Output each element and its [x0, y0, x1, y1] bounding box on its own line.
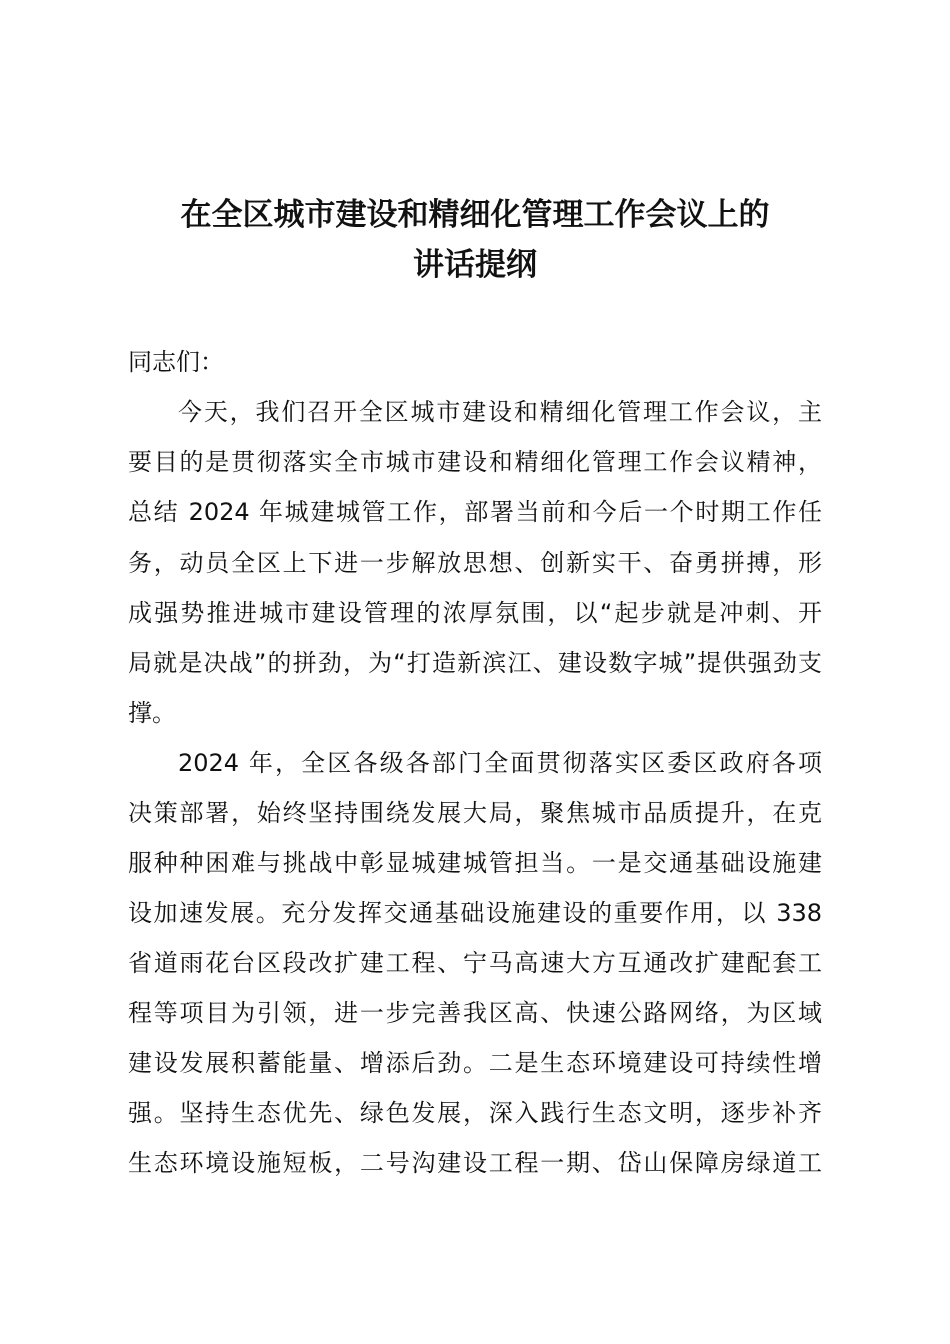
paragraph-line: 要目的是贯彻落实全市城市建设和精细化管理工作会议精神，: [128, 448, 822, 476]
paragraph-line: 局就是决战”的拼劲，为“打造新滨江、建设数字城”提供强劲支: [128, 649, 822, 677]
paragraph-line: 务，动员全区上下进一步解放思想、创新实干、奋勇拼搏，形: [128, 549, 822, 577]
paragraph-line: 设加速发展。充分发挥交通基础设施建设的重要作用，以 338: [128, 899, 822, 927]
paragraph-line: 生态环境设施短板，二号沟建设工程一期、岱山保障房绿道工: [128, 1149, 822, 1177]
paragraph-line: 程等项目为引领，进一步完善我区高、快速公路网络，为区域: [128, 999, 822, 1027]
paragraph-line: 今天，我们召开全区城市建设和精细化管理工作会议，主: [178, 398, 822, 426]
paragraph-line: 决策部署，始终坚持围绕发展大局，聚焦城市品质提升，在克: [128, 799, 822, 827]
salutation: 同志们：: [128, 348, 224, 376]
paragraph-line: 总结 2024 年城建城管工作，部署当前和今后一个时期工作任: [128, 498, 822, 526]
paragraph-line: 强。坚持生态优先、绿色发展，深入践行生态文明，逐步补齐: [128, 1099, 822, 1127]
paragraph-line: 2024 年，全区各级各部门全面贯彻落实区委区政府各项: [178, 749, 822, 777]
paragraph-line: 服种种困难与挑战中彰显城建城管担当。一是交通基础设施建: [128, 849, 822, 877]
paragraph-line: 成强势推进城市建设管理的浓厚氛围，以“起步就是冲刺、开: [128, 599, 822, 627]
document-title-line-1: 在全区城市建设和精细化管理工作会议上的: [180, 197, 770, 233]
paragraph-line: 建设发展积蓄能量、增添后劲。二是生态环境建设可持续性增: [128, 1049, 822, 1077]
paragraph-line: 省道雨花台区段改扩建工程、宁马高速大方互通改扩建配套工: [128, 949, 822, 977]
paragraph-line: 撑。: [128, 699, 176, 727]
document-title-line-2: 讲话提纲: [413, 247, 537, 283]
